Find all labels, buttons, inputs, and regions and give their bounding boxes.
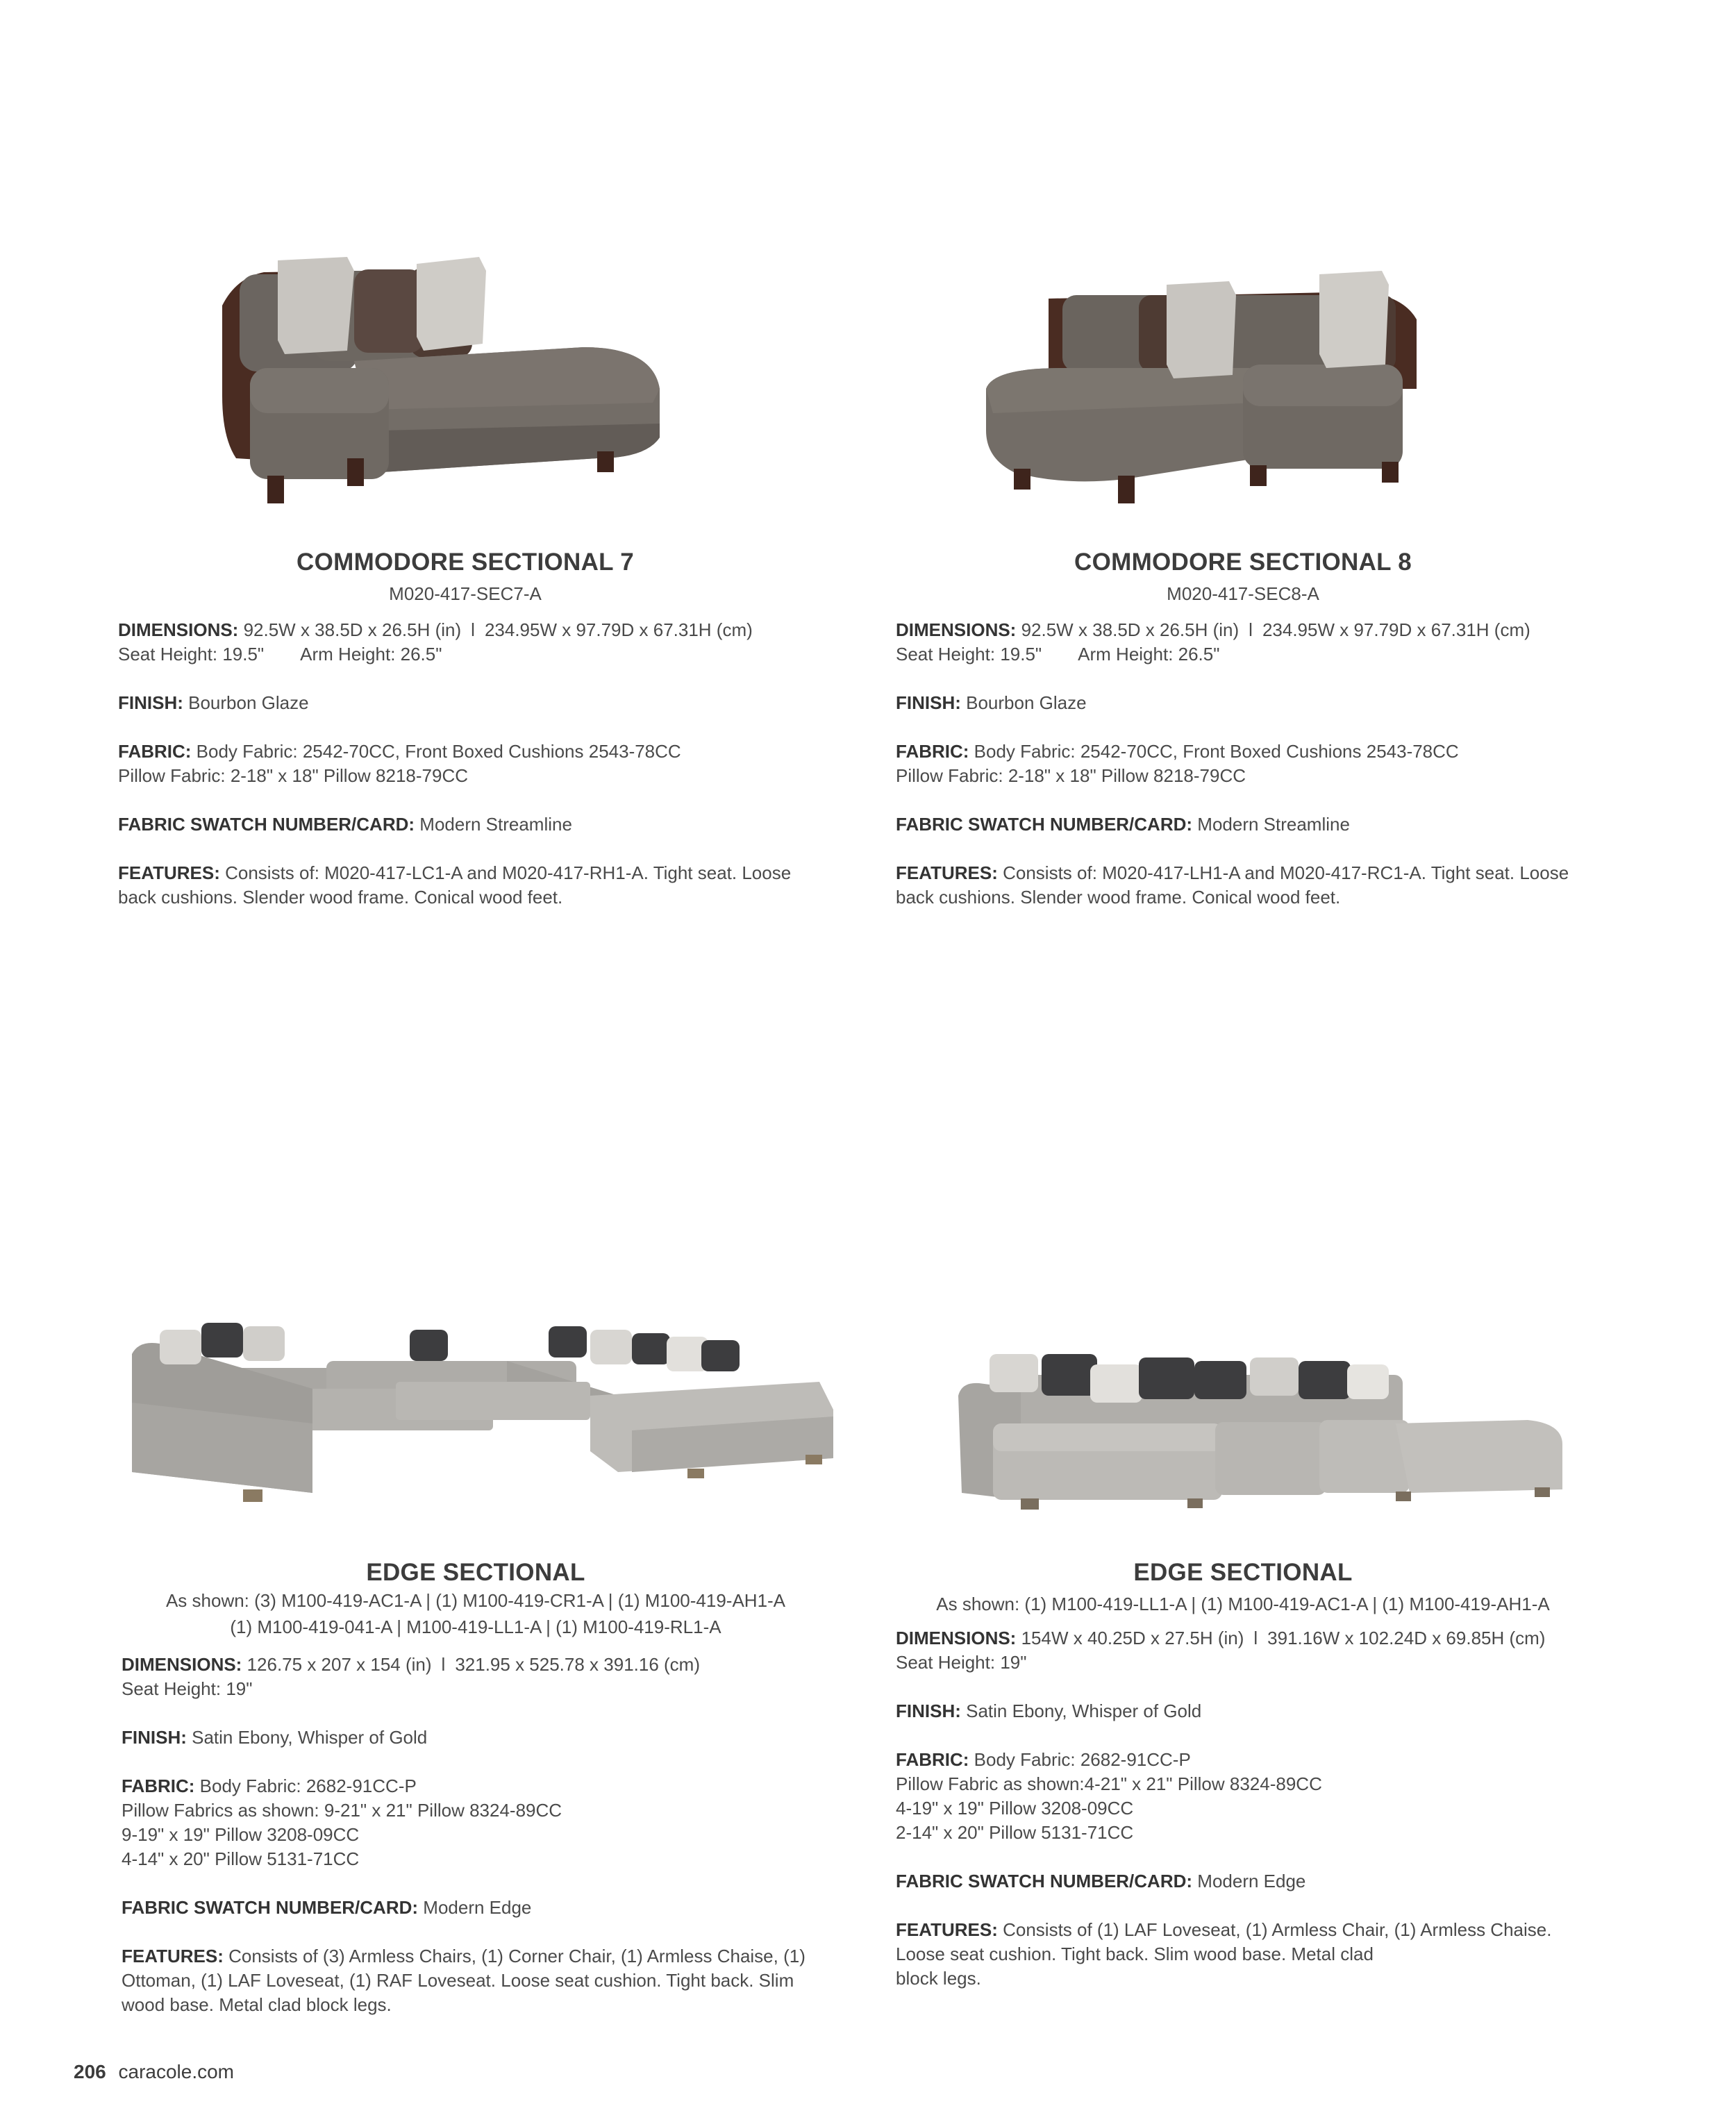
features-block — [896, 861, 1590, 910]
fabric-line: Pillow Fabric as shown:4-21" x 21" Pillow 8324-89CC — [896, 1773, 1322, 1794]
seat-height: Seat Height: 19.5" — [118, 644, 265, 665]
fabric-line: Body Fabric: 2542-70CC, Front Boxed Cushions 2543-78CC — [974, 741, 1459, 762]
finish-block — [122, 1726, 840, 1750]
fabric-block — [122, 1774, 840, 1871]
product-specs — [896, 618, 1590, 934]
swatch-label: FABRIC SWATCH NUMBER/CARD: — [896, 814, 1193, 835]
product-title: EDGE SECTIONAL — [1133, 1559, 1353, 1586]
swatch-value: Modern Edge — [423, 1897, 532, 1918]
features-text: Consists of: M020-417-LH1-A and M020-417-RC1-A. Tight seat. Loose back cushions. Slender wood frame. Conical wood feet. — [896, 862, 1569, 908]
features-label: FEATURES: — [896, 862, 998, 883]
dimensions-block — [896, 1626, 1590, 1675]
finish-block — [896, 691, 1590, 715]
product-sku: M020-417-SEC7-A — [389, 583, 542, 604]
finish-value: Satin Ebony, Whisper of Gold — [192, 1727, 428, 1748]
fabric-line: Pillow Fabric: 2-18" x 18" Pillow 8218-79CC — [118, 765, 469, 786]
dimensions-block — [896, 618, 1590, 667]
as-shown-line: As shown: (1) M100-419-LL1-A | (1) M100-419-AC1-A | (1) M100-419-AH1-A — [936, 1594, 1550, 1614]
finish-label: FINISH: — [122, 1727, 187, 1748]
fabric-line: Body Fabric: 2682-91CC-P — [974, 1749, 1191, 1770]
page-number: 206 — [74, 2061, 106, 2082]
finish-block — [896, 1699, 1590, 1723]
fabric-line: Pillow Fabrics as shown: 9-21" x 21" Pillow 8324-89CC — [122, 1800, 562, 1821]
dimensions-cm: 234.95W x 97.79D x 67.31H (cm) — [484, 619, 753, 640]
features-line: block legs. — [896, 1968, 981, 1989]
fabric-block — [896, 740, 1590, 788]
edge-sectional-large-photo — [118, 1312, 840, 1521]
product-title: COMMODORE SECTIONAL 7 — [297, 549, 634, 576]
dimensions-inches: 92.5W x 38.5D x 26.5H (in) — [1021, 619, 1240, 640]
footer-website: caracole.com — [118, 2061, 235, 2082]
product-sku: M020-417-SEC8-A — [1167, 583, 1319, 604]
features-line: Consists of (1) LAF Loveseat, (1) Armless Chair, (1) Armless Chaise. — [1003, 1919, 1552, 1940]
finish-value: Bourbon Glaze — [188, 692, 309, 713]
product-commodore-sectional-7 — [118, 208, 812, 958]
fabric-line: Body Fabric: 2542-70CC, Front Boxed Cushions 2543-78CC — [196, 741, 681, 762]
fabric-label: FABRIC: — [118, 741, 192, 762]
swatch-block — [118, 812, 812, 837]
features-block — [896, 1918, 1590, 1991]
dimensions-cm: 321.95 x 525.78 x 391.16 (cm) — [455, 1654, 700, 1675]
fabric-line: 4-14" x 20" Pillow 5131-71CC — [122, 1848, 360, 1869]
product-edge-sectional-small — [896, 1305, 1590, 2041]
seat-height: Seat Height: 19.5" — [896, 644, 1042, 665]
finish-value: Bourbon Glaze — [966, 692, 1087, 713]
dimensions-inches: 126.75 x 207 x 154 (in) — [247, 1654, 432, 1675]
features-line: Loose seat cushion. Tight back. Slim wood base. Metal clad — [896, 1944, 1374, 1964]
page-footer — [74, 2061, 234, 2083]
features-label: FEATURES: — [118, 862, 220, 883]
dimensions-label: DIMENSIONS: — [122, 1654, 242, 1675]
dimensions-label: DIMENSIONS: — [896, 1628, 1017, 1648]
edge-sectional-small-photo — [951, 1333, 1576, 1521]
features-text: Consists of (3) Armless Chairs, (1) Corner Chair, (1) Armless Chaise, (1) Ottoman, (1) LAF Loveseat, (1) RAF Loveseat. Loose seat cushion. Tight back. Slim wood base. Metal clad block legs. — [122, 1946, 806, 2015]
seat-height: Seat Height: 19" — [122, 1678, 253, 1699]
dimensions-separator: l — [471, 619, 475, 640]
product-title: EDGE SECTIONAL — [366, 1559, 585, 1586]
fabric-label: FABRIC: — [896, 741, 969, 762]
features-text: Consists of: M020-417-LC1-A and M020-417-RH1-A. Tight seat. Loose back cushions. Slender wood frame. Conical wood feet. — [118, 862, 792, 908]
dimensions-cm: 391.16W x 102.24D x 69.85H (cm) — [1267, 1628, 1546, 1648]
finish-label: FINISH: — [118, 692, 183, 713]
features-block — [118, 861, 812, 910]
swatch-value: Modern Streamline — [419, 814, 572, 835]
dimensions-separator: l — [441, 1654, 446, 1675]
fabric-line: 4-19" x 19" Pillow 3208-09CC — [896, 1798, 1134, 1819]
arm-height: Arm Height: 26.5" — [300, 644, 442, 665]
dimensions-separator: l — [1249, 619, 1253, 640]
swatch-label: FABRIC SWATCH NUMBER/CARD: — [118, 814, 415, 835]
swatch-value: Modern Streamline — [1197, 814, 1350, 835]
swatch-block — [896, 812, 1590, 837]
dimensions-cm: 234.95W x 97.79D x 67.31H (cm) — [1262, 619, 1530, 640]
swatch-label: FABRIC SWATCH NUMBER/CARD: — [896, 1871, 1193, 1891]
features-label: FEATURES: — [122, 1946, 224, 1966]
dimensions-block — [122, 1653, 840, 1701]
fabric-label: FABRIC: — [122, 1776, 195, 1796]
swatch-value: Modern Edge — [1197, 1871, 1306, 1891]
as-shown-line: (1) M100-419-041-A | M100-419-LL1-A | (1) M100-419-RL1-A — [230, 1616, 721, 1637]
product-title: COMMODORE SECTIONAL 8 — [1074, 549, 1412, 576]
fabric-label: FABRIC: — [896, 1749, 969, 1770]
product-specs — [118, 618, 812, 934]
finish-block — [118, 691, 812, 715]
fabric-block — [118, 740, 812, 788]
dimensions-label: DIMENSIONS: — [896, 619, 1017, 640]
dimensions-inches: 154W x 40.25D x 27.5H (in) — [1021, 1628, 1244, 1648]
commodore-sectional-8-photo — [972, 229, 1514, 521]
product-edge-sectional-large — [111, 1305, 840, 2041]
product-commodore-sectional-8 — [896, 208, 1590, 958]
arm-height: Arm Height: 26.5" — [1078, 644, 1220, 665]
swatch-block — [896, 1869, 1590, 1894]
product-specs — [122, 1653, 840, 2041]
product-specs — [896, 1626, 1590, 2015]
fabric-line: Body Fabric: 2682-91CC-P — [199, 1776, 417, 1796]
as-shown-line: As shown: (3) M100-419-AC1-A | (1) M100-419-CR1-A | (1) M100-419-AH1-A — [165, 1590, 786, 1611]
dimensions-separator: l — [1253, 1628, 1258, 1648]
swatch-label: FABRIC SWATCH NUMBER/CARD: — [122, 1897, 419, 1918]
dimensions-inches: 92.5W x 38.5D x 26.5H (in) — [243, 619, 462, 640]
features-block — [122, 1944, 837, 2017]
fabric-line: 9-19" x 19" Pillow 3208-09CC — [122, 1824, 360, 1845]
features-label: FEATURES: — [896, 1919, 998, 1940]
finish-value: Satin Ebony, Whisper of Gold — [966, 1701, 1202, 1721]
fabric-block — [896, 1748, 1590, 1845]
commodore-sectional-7-photo — [208, 229, 736, 521]
dimensions-block — [118, 618, 812, 667]
fabric-line: Pillow Fabric: 2-18" x 18" Pillow 8218-79CC — [896, 765, 1246, 786]
finish-label: FINISH: — [896, 692, 961, 713]
seat-height: Seat Height: 19" — [896, 1652, 1027, 1673]
swatch-block — [122, 1896, 840, 1920]
finish-label: FINISH: — [896, 1701, 961, 1721]
dimensions-label: DIMENSIONS: — [118, 619, 239, 640]
fabric-line: 2-14" x 20" Pillow 5131-71CC — [896, 1822, 1134, 1843]
